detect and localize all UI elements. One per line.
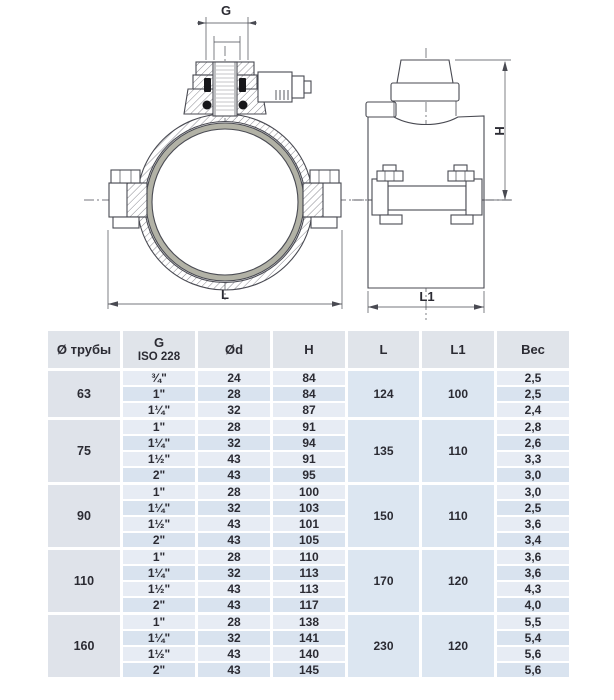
- saddle-clamp-drawing: [0, 0, 614, 330]
- header-pipe-diameter: Ø трубы: [48, 331, 123, 371]
- h-cell: 117: [273, 598, 348, 615]
- l1-cell: 110: [422, 420, 497, 485]
- h-cell: 140: [273, 647, 348, 663]
- g-thread-cell: 1¼": [123, 566, 198, 582]
- l1-cell: 120: [422, 550, 497, 615]
- dim-label-h: H: [492, 126, 507, 136]
- weight-cell: 5,4: [497, 631, 572, 647]
- weight-cell: 3,6: [497, 517, 572, 533]
- h-cell: 84: [273, 371, 348, 387]
- spec-table: [48, 331, 572, 680]
- table-row: [48, 371, 572, 387]
- weight-cell: 2,5: [497, 387, 572, 403]
- pipe-bore: [152, 129, 298, 275]
- l1-cell: 100: [422, 371, 497, 420]
- weight-cell: 2,6: [497, 436, 572, 452]
- d-cell: 43: [198, 533, 273, 550]
- h-cell: 145: [273, 663, 348, 680]
- g-thread-cell: 1½": [123, 517, 198, 533]
- weight-cell: 2,8: [497, 420, 572, 436]
- weight-cell: 4,0: [497, 598, 572, 615]
- g-thread-cell: 2": [123, 598, 198, 615]
- d-cell: 28: [198, 615, 273, 631]
- d-cell: 43: [198, 598, 273, 615]
- l-cell: 230: [348, 615, 422, 680]
- left-seal: [204, 78, 211, 92]
- header-d: Ød: [198, 331, 273, 371]
- d-cell: 24: [198, 371, 273, 387]
- g-thread-cell: 1": [123, 420, 198, 436]
- h-cell: 95: [273, 468, 348, 485]
- weight-cell: 5,6: [497, 663, 572, 680]
- g-thread-cell: ¾": [123, 371, 198, 387]
- d-cell: 32: [198, 403, 273, 420]
- right-bolt-head: [310, 170, 339, 183]
- g-thread-cell: 1½": [123, 647, 198, 663]
- fusion-connector: [258, 72, 311, 102]
- side-left-nut-bottom: [380, 215, 402, 224]
- d-cell: 32: [198, 436, 273, 452]
- h-cell: 91: [273, 420, 348, 436]
- d-cell: 32: [198, 631, 273, 647]
- g-thread-cell: 1": [123, 615, 198, 631]
- g-thread-cell: 1¼": [123, 436, 198, 452]
- dim-label-l1: L1: [419, 289, 435, 304]
- weight-cell: 4,3: [497, 582, 572, 598]
- left-bolt-head: [111, 170, 140, 183]
- header-h: H: [273, 331, 348, 371]
- front-view: [84, 3, 366, 309]
- h-cell: 94: [273, 436, 348, 452]
- weight-cell: 3,3: [497, 452, 572, 468]
- h-cell: 138: [273, 615, 348, 631]
- outlet-boss: [184, 62, 266, 116]
- g-thread-cell: 1½": [123, 452, 198, 468]
- header-g-sub: ISO 228: [137, 350, 181, 363]
- header-g-iso228: [123, 331, 198, 371]
- pipe-diameter-cell: 160: [48, 615, 123, 680]
- g-thread-cell: 1": [123, 387, 198, 403]
- table-row: [48, 615, 572, 631]
- d-cell: 43: [198, 647, 273, 663]
- weight-cell: 2,4: [497, 403, 572, 420]
- table-row: [48, 550, 572, 566]
- weight-cell: 2,5: [497, 371, 572, 387]
- h-cell: 87: [273, 403, 348, 420]
- spec-table-header: [48, 331, 572, 371]
- header-g-title: G: [153, 334, 165, 350]
- d-cell: 32: [198, 501, 273, 517]
- d-cell: 43: [198, 517, 273, 533]
- side-left-nut-top: [377, 171, 403, 181]
- spec-table-body: [48, 371, 572, 680]
- left-bolt-nut: [113, 217, 139, 228]
- h-cell: 91: [273, 452, 348, 468]
- d-cell: 43: [198, 452, 273, 468]
- right-seal: [239, 78, 246, 92]
- weight-cell: 5,6: [497, 647, 572, 663]
- weight-cell: 3,0: [497, 468, 572, 485]
- h-cell: 100: [273, 485, 348, 501]
- h-cell: 105: [273, 533, 348, 550]
- d-cell: 28: [198, 550, 273, 566]
- d-cell: 43: [198, 468, 273, 485]
- h-cell: 113: [273, 566, 348, 582]
- weight-cell: 2,5: [497, 501, 572, 517]
- l-cell: 150: [348, 485, 422, 550]
- h-cell: 110: [273, 550, 348, 566]
- d-cell: 28: [198, 387, 273, 403]
- dim-label-l: L: [221, 287, 229, 302]
- pipe-diameter-cell: 90: [48, 485, 123, 550]
- d-cell: 28: [198, 485, 273, 501]
- h-cell: 84: [273, 387, 348, 403]
- weight-cell: 3,4: [497, 533, 572, 550]
- g-thread-cell: 2": [123, 533, 198, 550]
- dimension-g: [197, 17, 257, 60]
- left-oring: [203, 101, 212, 110]
- table-row: [48, 420, 572, 436]
- l-cell: 135: [348, 420, 422, 485]
- d-cell: 32: [198, 566, 273, 582]
- pipe-diameter-cell: 75: [48, 420, 123, 485]
- right-bolt-nut: [311, 217, 337, 228]
- side-view: [352, 48, 512, 320]
- outlet-collar: [391, 83, 459, 101]
- side-right-nut-top: [448, 171, 474, 181]
- h-cell: 101: [273, 517, 348, 533]
- side-tab: [366, 102, 396, 117]
- weight-cell: 5,5: [497, 615, 572, 631]
- g-thread-cell: 1¼": [123, 631, 198, 647]
- g-thread-cell: 1½": [123, 582, 198, 598]
- pipe-diameter-cell: 110: [48, 550, 123, 615]
- g-thread-cell: 1¼": [123, 403, 198, 420]
- dim-label-g: G: [220, 3, 232, 18]
- weight-cell: 3,0: [497, 485, 572, 501]
- h-cell: 103: [273, 501, 348, 517]
- outlet-top: [397, 60, 453, 83]
- g-thread-cell: 1": [123, 485, 198, 501]
- g-thread-cell: 1¼": [123, 501, 198, 517]
- header-weight: Вес: [497, 331, 572, 371]
- d-cell: 43: [198, 582, 273, 598]
- l-cell: 124: [348, 371, 422, 420]
- l-cell: 170: [348, 550, 422, 615]
- h-cell: 113: [273, 582, 348, 598]
- d-cell: 43: [198, 663, 273, 680]
- h-cell: 141: [273, 631, 348, 647]
- technical-drawing: [0, 0, 614, 330]
- weight-cell: 3,6: [497, 550, 572, 566]
- right-oring: [239, 101, 248, 110]
- l1-cell: 120: [422, 615, 497, 680]
- side-right-nut-bottom: [451, 215, 473, 224]
- g-thread-cell: 2": [123, 663, 198, 680]
- table-row: [48, 485, 572, 501]
- clamp-band: [388, 186, 466, 210]
- header-l: L: [348, 331, 422, 371]
- g-thread-cell: 2": [123, 468, 198, 485]
- l1-cell: 110: [422, 485, 497, 550]
- d-cell: 28: [198, 420, 273, 436]
- header-l1: L1: [422, 331, 497, 371]
- weight-cell: 3,6: [497, 566, 572, 582]
- g-thread-cell: 1": [123, 550, 198, 566]
- pipe-diameter-cell: 63: [48, 371, 123, 420]
